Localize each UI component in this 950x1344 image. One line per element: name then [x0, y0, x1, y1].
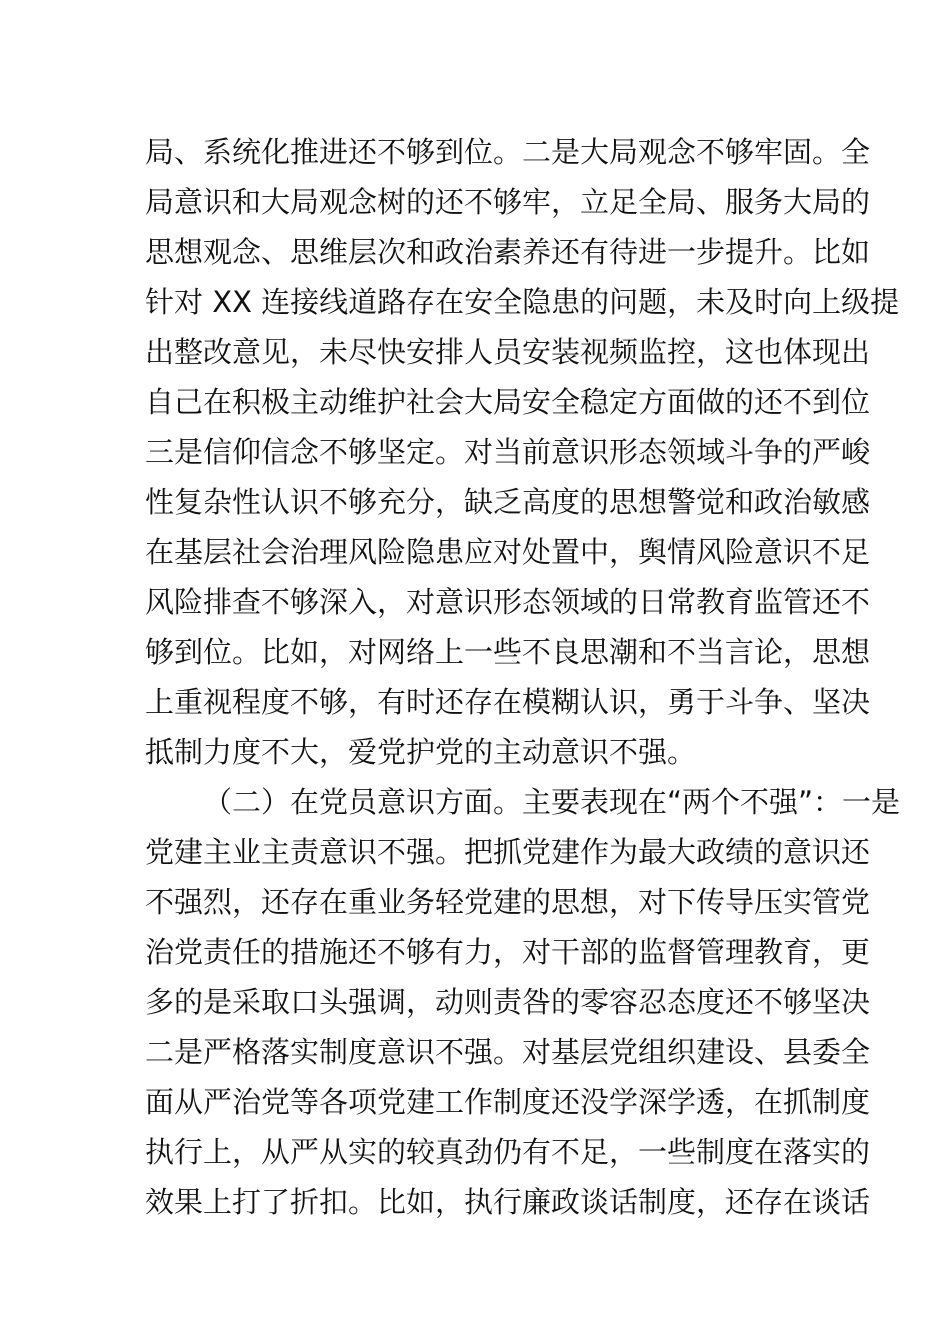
text-line: 多的是采取口头强调，动则责咎的零容忍态度还不够坚决	[145, 985, 871, 1019]
text-line: 自己在积极主动维护社会大局安全稳定方面做的还不到位	[145, 385, 871, 419]
text-line: 思想观念、思维层次和政治素养还有待进一步提升。比如	[145, 235, 871, 269]
text-line: 三是信仰信念不够坚定。对当前意识形态领域斗争的严峻	[145, 435, 871, 469]
text-line: 执行上，从严从实的较真劲仍有不足，一些制度在落实的	[145, 1135, 871, 1169]
text-line: 上重视程度不够，有时还存在模糊认识，勇于斗争、坚决	[145, 685, 871, 719]
document-body	[145, 127, 901, 1227]
text-line: 抵制力度不大，爱党护党的主动意识不强。	[145, 735, 697, 769]
text-line: 风险排查不够深入，对意识形态领域的日常教育监管还不	[145, 585, 871, 619]
text-line: 局、系统化推进还不够到位。二是大局观念不够牢固。全	[145, 135, 871, 169]
text-line: 局意识和大局观念树的还不够牢，立足全局、服务大局的	[145, 185, 871, 219]
text-line: 不强烈，还存在重业务轻党建的思想，对下传导压实管党	[145, 885, 871, 919]
text-line: 够到位。比如，对网络上一些不良思潮和不当言论，思想	[145, 635, 871, 669]
text-line: 效果上打了折扣。比如，执行廉政谈话制度，还存在谈话	[145, 1185, 871, 1219]
text-line: 二是严格落实制度意识不强。对基层党组织建设、县委全	[145, 1035, 871, 1069]
text-line: 在基层社会治理风险隐患应对处置中，舆情风险意识不足	[145, 535, 871, 569]
text-line: 出整改意见，未尽快安排人员安装视频监控，这也体现出	[145, 335, 871, 369]
text-line: 针对 XX 连接线道路存在安全隐患的问题，未及时向上级提	[145, 285, 900, 319]
section-heading-line: （二）在党员意识方面。主要表现在“两个不强”：一是	[203, 785, 901, 819]
text-line: 面从严治党等各项党建工作制度还没学深学透，在抓制度	[145, 1085, 871, 1119]
text-line: 治党责任的措施还不够有力，对干部的监督管理教育，更	[145, 935, 871, 969]
text-line: 性复杂性认识不够充分，缺乏高度的思想警觉和政治敏感	[145, 485, 871, 519]
text-line: 党建主业主责意识不强。把抓党建作为最大政绩的意识还	[145, 835, 871, 869]
